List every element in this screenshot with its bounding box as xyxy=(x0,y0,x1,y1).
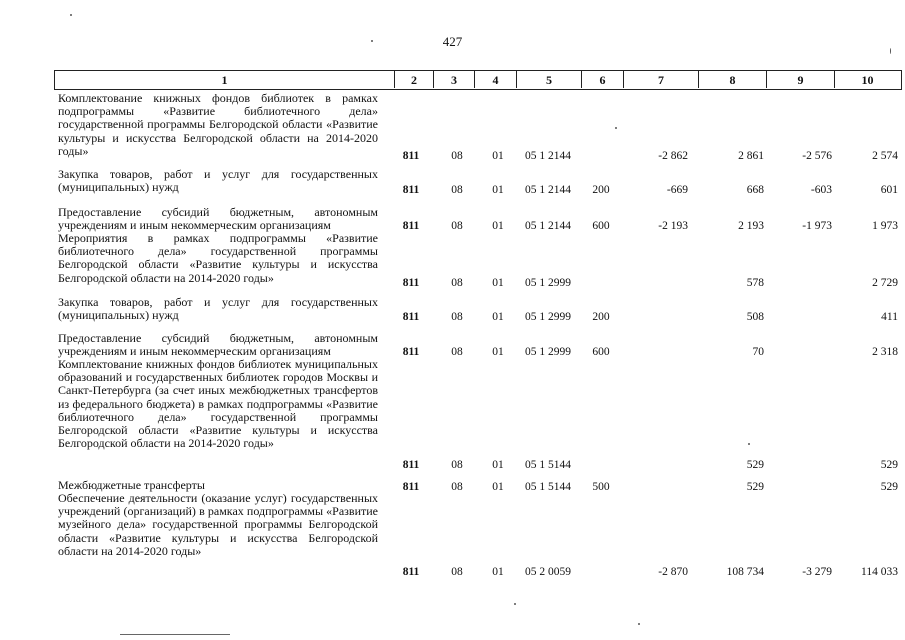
cell-col10: 2 729 xyxy=(872,277,898,289)
cell-expense-type: 600 xyxy=(592,220,610,232)
cell-col10: 601 xyxy=(880,184,898,196)
cell-col8: 529 xyxy=(746,459,764,471)
scan-speck xyxy=(70,14,72,16)
cell-target: 05 1 5144 xyxy=(525,459,571,471)
header-col-4: 4 xyxy=(475,71,517,88)
cell-target: 05 2 0059 xyxy=(525,566,571,578)
cell-section: 08 xyxy=(451,220,463,232)
header-col-5: 5 xyxy=(517,71,582,88)
cell-subsection: 01 xyxy=(492,481,504,493)
cell-section: 08 xyxy=(451,566,463,578)
scan-speck xyxy=(748,443,750,445)
header-col-8: 8 xyxy=(699,71,767,88)
cell-section: 08 xyxy=(451,346,463,358)
cell-col7: -2 193 xyxy=(658,220,688,232)
cell-expense-type: 500 xyxy=(592,481,610,493)
cell-expense-type: 600 xyxy=(592,346,610,358)
header-col-7: 7 xyxy=(624,71,699,88)
scan-speck xyxy=(615,127,617,129)
page-number: 427 xyxy=(442,34,463,49)
cell-col9: -1 973 xyxy=(802,220,832,232)
cell-target: 05 1 2999 xyxy=(525,346,571,358)
cell-col8: 668 xyxy=(746,184,764,196)
cell-section: 08 xyxy=(451,311,463,323)
cell-col10: 1 973 xyxy=(872,220,898,232)
cell-subsection: 01 xyxy=(492,311,504,323)
cell-target: 05 1 2999 xyxy=(525,311,571,323)
cell-expense-type: 200 xyxy=(592,184,610,196)
cell-code: 811 xyxy=(402,481,420,493)
cell-col8: 70 xyxy=(752,346,764,358)
row-description: Закупка товаров, работ и услуг для государственных (муниципальных) нужд xyxy=(58,167,378,195)
cell-col10: 529 xyxy=(880,481,898,493)
cell-target: 05 1 5144 xyxy=(525,481,571,493)
row-description: Межбюджетные трансферты xyxy=(58,478,205,492)
cell-col8: 529 xyxy=(746,481,764,493)
cell-section: 08 xyxy=(451,277,463,289)
row-description: Закупка товаров, работ и услуг для государственных (муниципальных) нужд xyxy=(58,295,378,323)
cell-col7: -2 870 xyxy=(658,566,688,578)
cell-code: 811 xyxy=(402,184,420,196)
cell-subsection: 01 xyxy=(492,220,504,232)
row-description: Обеспечение деятельности (оказание услуг) государственных учреждений (организаций) в рамках подпрограммы «Развитие музейного дела» государственной программы Белгородской области «Развитие культуры и искусства Белгородской области на 2014-2020 годы» xyxy=(58,491,378,558)
cell-col8: 2 861 xyxy=(738,150,764,162)
cell-code: 811 xyxy=(402,346,420,358)
cell-section: 08 xyxy=(451,481,463,493)
row-description: Комплектование книжных фондов библиотек муниципальных образований и государственных библиотек городов Москвы и Санкт-Петербурга (за счет иных межбюджетных трансфертов из федерального бюджета) в рамках подпрограммы «Развитие библиотечного дела» государственной программы Белгородской области «Развитие культуры и искусства Белгородской области на 2014-2020 годы» xyxy=(58,357,378,451)
cell-col9: -2 576 xyxy=(802,150,832,162)
header-col-3: 3 xyxy=(434,71,475,88)
cell-code: 811 xyxy=(402,566,420,578)
scan-line xyxy=(120,634,230,635)
row-description: Мероприятия в рамках подпрограммы «Развитие библиотечного дела» государственной программы Белгородской области «Развитие культуры и искусства Белгородской области на 2014-2020 годы» xyxy=(58,231,378,285)
cell-col7: -669 xyxy=(666,184,688,196)
cell-target: 05 1 2144 xyxy=(525,220,571,232)
scan-speck xyxy=(514,603,516,605)
cell-col8: 108 734 xyxy=(726,566,764,578)
cell-code: 811 xyxy=(402,311,420,323)
header-col-1: 1 xyxy=(55,71,395,88)
cell-subsection: 01 xyxy=(492,184,504,196)
row-description: Предоставление субсидий бюджетным, автономным учреждениям и иным некоммерческим организациям xyxy=(58,205,378,233)
cell-subsection: 01 xyxy=(492,566,504,578)
scan-speck xyxy=(371,40,373,42)
cell-target: 05 1 2999 xyxy=(525,277,571,289)
scan-speck xyxy=(890,48,891,54)
cell-subsection: 01 xyxy=(492,277,504,289)
cell-section: 08 xyxy=(451,459,463,471)
cell-col8: 2 193 xyxy=(738,220,764,232)
cell-col9: -3 279 xyxy=(802,566,832,578)
cell-target: 05 1 2144 xyxy=(525,150,571,162)
row-description: Комплектование книжных фондов библиотек в рамках подпрограммы «Развитие библиотечного дела» государственной программы Белгородской области «Развитие культуры и искусства Белгородской области на 2014-2020 годы» xyxy=(58,91,378,158)
cell-col10: 2 318 xyxy=(872,346,898,358)
cell-code: 811 xyxy=(402,150,420,162)
table-header xyxy=(54,70,902,90)
cell-subsection: 01 xyxy=(492,459,504,471)
cell-code: 811 xyxy=(402,277,420,289)
header-col-9: 9 xyxy=(767,71,835,88)
cell-code: 811 xyxy=(402,459,420,471)
cell-col10: 411 xyxy=(881,311,898,323)
header-col-6: 6 xyxy=(582,71,624,88)
header-col-2: 2 xyxy=(395,71,434,88)
cell-col9: -603 xyxy=(810,184,832,196)
scan-speck xyxy=(638,623,640,625)
cell-subsection: 01 xyxy=(492,346,504,358)
cell-section: 08 xyxy=(451,184,463,196)
row-description: Предоставление субсидий бюджетным, автономным учреждениям и иным некоммерческим организациям xyxy=(58,331,378,359)
cell-col8: 578 xyxy=(746,277,764,289)
cell-section: 08 xyxy=(451,150,463,162)
header-col-10: 10 xyxy=(861,73,874,87)
cell-col10: 529 xyxy=(880,459,898,471)
cell-col10: 2 574 xyxy=(872,150,898,162)
cell-col8: 508 xyxy=(746,311,764,323)
cell-target: 05 1 2144 xyxy=(525,184,571,196)
cell-code: 811 xyxy=(402,220,420,232)
cell-subsection: 01 xyxy=(492,150,504,162)
cell-col7: -2 862 xyxy=(658,150,688,162)
cell-col10: 114 033 xyxy=(861,566,898,578)
cell-expense-type: 200 xyxy=(592,311,610,323)
